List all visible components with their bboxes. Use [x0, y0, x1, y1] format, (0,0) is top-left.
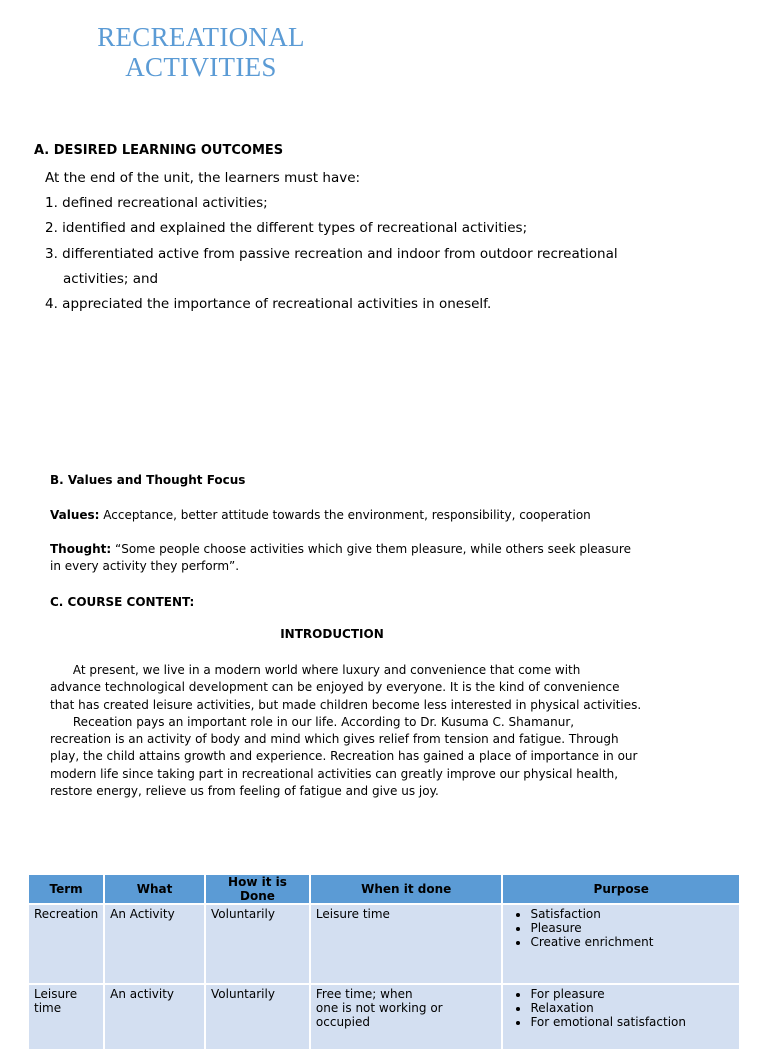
page-title-line-2: ACTIVITIES [125, 52, 277, 82]
section-b-heading: B. Values and Thought Focus [50, 473, 246, 487]
values-label: Values: [50, 508, 100, 522]
table-row [29, 984, 739, 1050]
thought-statement [50, 541, 631, 576]
page-title [58, 22, 344, 82]
cell-when [310, 904, 503, 984]
values-text: Acceptance, better attitude towards the environment, responsibility, cooperation [99, 508, 591, 522]
cell-when-line: Leisure time [315, 907, 390, 921]
table-row [29, 904, 739, 984]
purpose-item: • For pleasure [530, 987, 734, 1001]
paragraph-line: modern life since taking part in recreational activities can greatly improve our physical health, [50, 766, 619, 781]
cell-how: Voluntarily [205, 984, 310, 1050]
paragraph-line: restore energy, relieve us from feeling of fatigue and give us joy. [50, 784, 439, 799]
column-header-how: How it is Done [205, 875, 310, 904]
cell-term: Recreation [29, 904, 104, 984]
thought-label: Thought: [50, 542, 112, 556]
cell-purpose [502, 904, 739, 984]
purpose-list [508, 987, 734, 1029]
paragraph-line: Receation pays an important role in our life. According to Dr. Kusuma C. Shamanur, [50, 714, 575, 729]
introduction-heading: INTRODUCTION [280, 627, 384, 641]
cell-what: An activity [104, 984, 205, 1050]
column-header-what: What [104, 875, 205, 904]
thought-text: “Some people choose activities which give them pleasure, while others seek pleasure [111, 542, 631, 556]
outcome-item: 2. identified and explained the different types of recreational activities; [45, 220, 528, 237]
section-a-heading: A. DESIRED LEARNING OUTCOMES [34, 143, 284, 158]
outcome-item: 3. differentiated active from passive recreation and indoor from outdoor recreational [45, 245, 618, 262]
cell-how: Voluntarily [205, 904, 310, 984]
cell-what: An Activity [104, 904, 205, 984]
outcomes-intro: At the end of the unit, the learners must have: [45, 170, 361, 186]
cell-when-line: Free time; when [315, 987, 413, 1001]
paragraph-line: advance technological development can be enjoyed by everyone. It is the kind of convenience [50, 680, 620, 695]
purpose-item: • Pleasure [530, 921, 734, 935]
purpose-list [508, 907, 734, 949]
column-header-when: When it done [310, 875, 503, 904]
purpose-item: • Relaxation [530, 1001, 734, 1015]
thought-text-continued: in every activity they perform”. [50, 559, 240, 574]
cell-term: Leisure time [29, 984, 104, 1050]
learning-outcomes-list [45, 166, 618, 317]
purpose-item: • For emotional satisfaction [530, 1015, 734, 1029]
column-header-purpose: Purpose [502, 875, 739, 904]
section-c-heading: C. COURSE CONTENT: [50, 595, 195, 609]
outcome-item-continued: activities; and [63, 270, 159, 287]
cell-when-line: one is not working or occupied [315, 1001, 443, 1029]
column-header-term: Term [29, 875, 104, 904]
values-statement [50, 507, 591, 524]
paragraph-line: that has created leisure activities, but made children become less interested in physical activities. [50, 697, 642, 712]
cell-purpose [502, 984, 739, 1050]
recreation-terms-table [29, 875, 739, 1051]
purpose-item: • Creative enrichment [530, 935, 734, 949]
outcome-item: 4. appreciated the importance of recreational activities in oneself. [45, 296, 492, 313]
purpose-item: • Satisfaction [530, 907, 734, 921]
paragraph-line: recreation is an activity of body and mind which gives relief from tension and fatigue. Through [50, 732, 619, 747]
cell-when [310, 984, 503, 1050]
paragraph-line: play, the child attains growth and experience. Recreation has gained a place of importance in our [50, 749, 638, 764]
table-header-row [29, 875, 739, 904]
page-title-line-1: RECREATIONAL [97, 22, 305, 52]
paragraph-line: At present, we live in a modern world where luxury and convenience that come with [50, 663, 581, 677]
introduction-paragraph [50, 662, 642, 800]
outcome-item: 1. defined recreational activities; [45, 195, 268, 212]
